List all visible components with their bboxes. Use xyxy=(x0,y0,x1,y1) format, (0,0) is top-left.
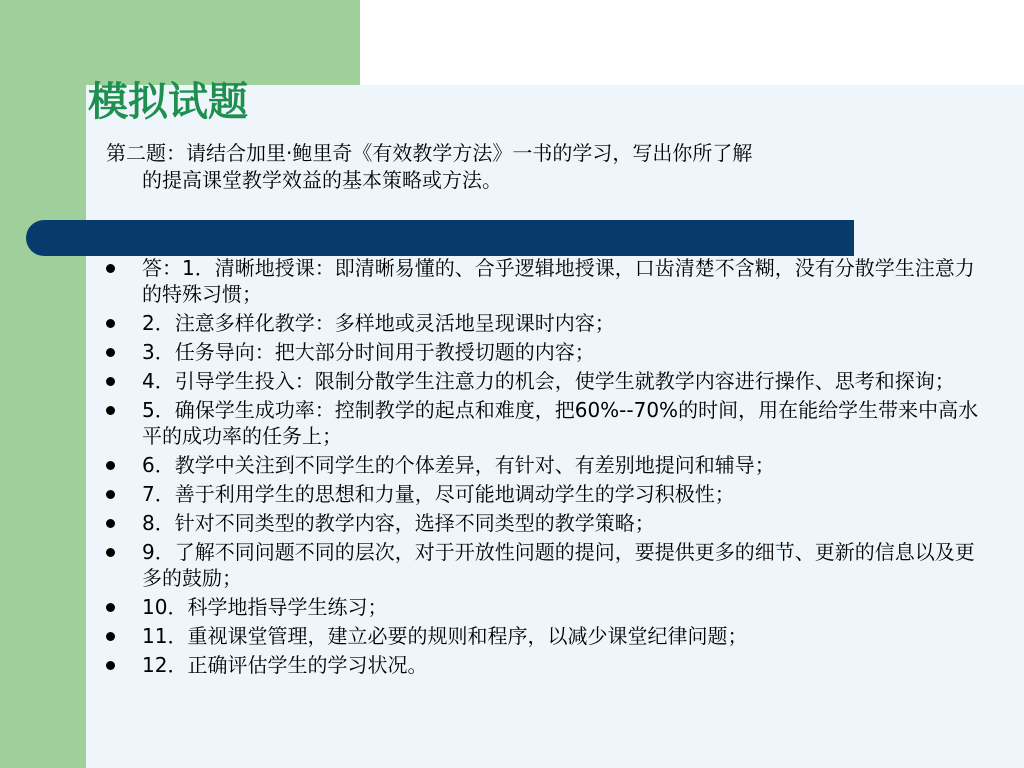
question-line-2: 的提高课堂教学效益的基本策略或方法。 xyxy=(142,168,502,192)
answer-item-2 xyxy=(106,310,986,336)
answer-item-4 xyxy=(106,368,986,394)
answer-text: 3．任务导向：把大部分时间用于教授切题的内容； xyxy=(142,340,595,364)
answer-item-3 xyxy=(106,339,986,365)
answer-item-11 xyxy=(106,623,986,649)
bullet-icon xyxy=(106,519,115,528)
answer-text: 9．了解不同问题不同的层次，对于开放性问题的提问，要提供更多的细节、更新的信息以及更多的鼓励； xyxy=(142,540,975,590)
bullet-icon xyxy=(106,348,115,357)
green-left-band xyxy=(0,0,86,768)
answer-text: 6．教学中关注到不同学生的个体差异，有针对、有差别地提问和辅导； xyxy=(142,453,775,477)
answer-item-7 xyxy=(106,481,986,507)
answer-item-12 xyxy=(106,652,986,678)
answer-text: 2．注意多样化教学：多样地或灵活地呈现课时内容； xyxy=(142,311,615,335)
bullet-icon xyxy=(106,377,115,386)
answer-text: 7．善于利用学生的思想和力量，尽可能地调动学生的学习积极性； xyxy=(142,482,735,506)
bullet-icon xyxy=(106,461,115,470)
answer-list xyxy=(106,255,986,681)
answer-text: 8．针对不同类型的教学内容，选择不同类型的教学策略； xyxy=(142,511,655,535)
answer-text: 4．引导学生投入：限制分散学生注意力的机会，使学生就教学内容进行操作、思考和探询； xyxy=(142,369,955,393)
bullet-icon xyxy=(106,548,115,557)
bullet-icon xyxy=(106,632,115,641)
answer-text: 12．正确评估学生的学习状况。 xyxy=(142,653,428,677)
bullet-icon xyxy=(106,603,115,612)
question-text xyxy=(106,140,956,194)
answer-item-1 xyxy=(106,255,986,307)
answer-text: 5．确保学生成功率：控制教学的起点和难度，把60%--70%的时间，用在能给学生带来中高水平的成功率的任务上； xyxy=(142,398,979,448)
answer-item-9 xyxy=(106,539,986,591)
navy-divider-bar xyxy=(26,220,854,256)
bullet-icon xyxy=(106,661,115,670)
green-top-block xyxy=(86,0,360,85)
question-line-1: 第二题：请结合加里·鲍里奇《有效教学方法》一书的学习，写出你所了解 xyxy=(106,141,753,165)
answer-item-8 xyxy=(106,510,986,536)
white-top-panel xyxy=(360,0,1024,85)
answer-text: 10．科学地指导学生练习； xyxy=(142,595,388,619)
answer-text: 答：1．清晰地授课：即清晰易懂的、合乎逻辑地授课，口齿清楚不含糊，没有分散学生注意力的特殊习惯； xyxy=(142,256,975,306)
bullet-icon xyxy=(106,490,115,499)
bullet-icon xyxy=(106,264,115,273)
answer-item-10 xyxy=(106,594,986,620)
bullet-icon xyxy=(106,319,115,328)
answer-text: 11．重视课堂管理，建立必要的规则和程序，以减少课堂纪律问题； xyxy=(142,624,748,648)
answer-item-6 xyxy=(106,452,986,478)
slide-title: 模拟试题 xyxy=(88,78,248,125)
answer-item-5 xyxy=(106,397,986,449)
bullet-icon xyxy=(106,406,115,415)
